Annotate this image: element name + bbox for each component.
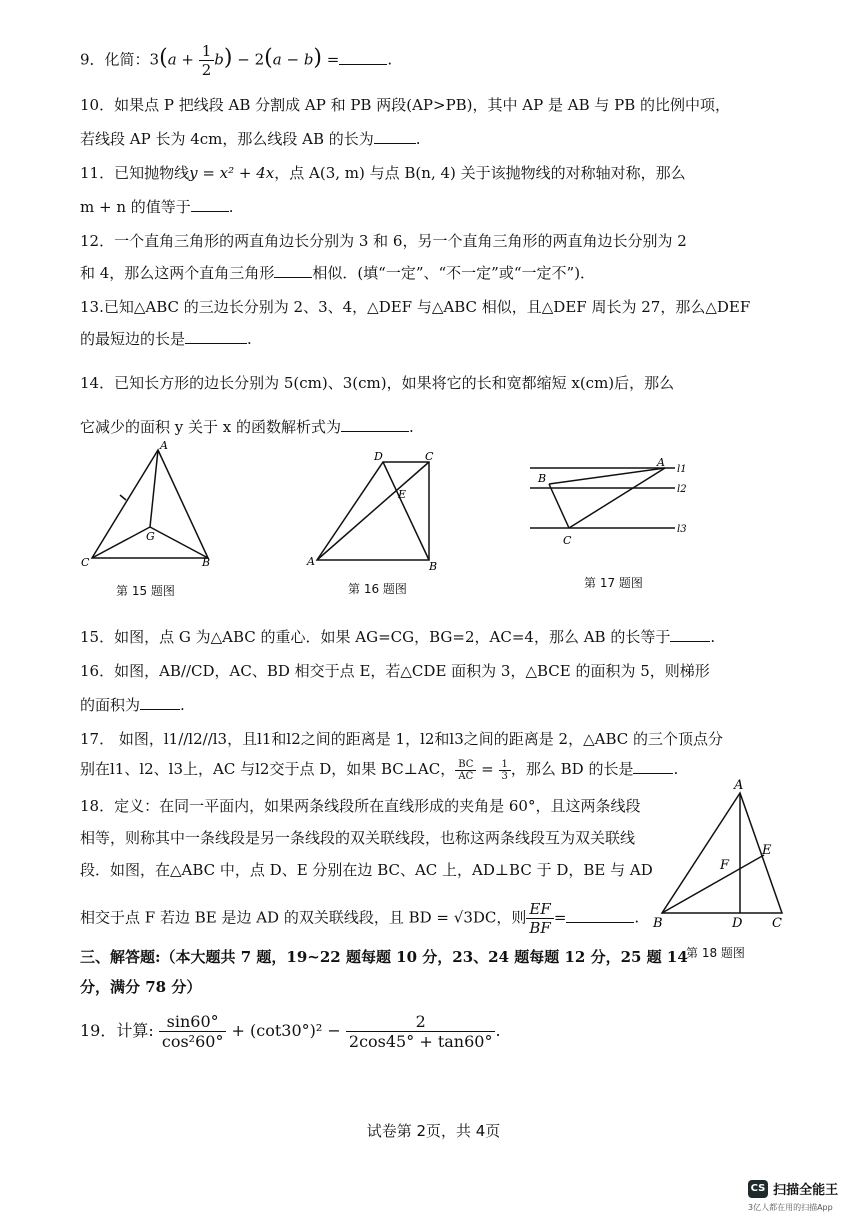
diagonal-bd bbox=[383, 462, 429, 560]
page-footer: 试卷第 2页，共 4页 bbox=[366, 1122, 501, 1140]
question-11-line-1: 11．已知抛物线y = x² + 4x，点 A(3, m) 与点 B(n, 4) 关于该抛物线的对称轴对称，那么 bbox=[80, 164, 686, 182]
answer-blank bbox=[633, 758, 673, 774]
label-a: A bbox=[734, 778, 744, 793]
label-l3: l3 bbox=[677, 524, 687, 535]
label-c: C bbox=[425, 450, 434, 463]
section-3-heading-line-1: 三、解答题:（本大题共 7 题，19~22 题每题 10 分，23、24 题每题 12 分，25 题 14 bbox=[80, 948, 688, 966]
section-3-heading-line-2: 分，满分 78 分） bbox=[80, 978, 202, 996]
label-d: D bbox=[732, 916, 743, 931]
figure-15-caption: 第 15 题图 bbox=[116, 584, 175, 598]
label-c: C bbox=[772, 916, 782, 931]
label-l1: l1 bbox=[677, 464, 687, 475]
label-e: E bbox=[762, 843, 772, 858]
label-b: B bbox=[538, 472, 547, 485]
question-18-line-3: 段．如图，在△ABC 中，点 D、E 分别在边 BC、AC 上，AD⊥BC 于 D，BE 与 AD bbox=[80, 861, 653, 879]
figure-16-caption: 第 16 题图 bbox=[348, 582, 407, 596]
label-a: A bbox=[307, 555, 315, 568]
label-b: B bbox=[653, 916, 663, 931]
answer-blank bbox=[185, 328, 247, 344]
answer-blank bbox=[191, 196, 229, 212]
question-16-line-1: 16．如图，AB//CD，AC、BD 相交于点 E，若△CDE 面积为 3，△BCE 的面积为 5，则梯形 bbox=[80, 662, 710, 680]
question-16-line-2: 的面积为 . bbox=[80, 696, 185, 714]
answer-blank bbox=[374, 128, 416, 144]
segment-ca bbox=[569, 468, 665, 528]
question-19: 19．计算: $\frac{\sin 60^\circ}{\text{cos²60°}}$ + (cot30°)² − $\frac{2}{2\cos 45^\circ + \tan 60^\circ}$ . bbox=[80, 1012, 501, 1051]
watermark-title: 扫描全能王 bbox=[773, 1183, 839, 1198]
question-14-line-1: 14．已知长方形的边长分别为 5(cm)、3(cm)，如果将它的长和宽都缩短 x(cm)后，那么 bbox=[80, 374, 675, 392]
answer-blank bbox=[140, 694, 180, 710]
figure-15 bbox=[80, 439, 220, 575]
answer-blank bbox=[670, 626, 710, 642]
segment-bc bbox=[549, 484, 569, 528]
question-11-line-2: m + n 的值等于 . bbox=[80, 198, 234, 216]
label-b: B bbox=[202, 556, 211, 569]
question-18-line-1: 18．定义：在同一平面内，如果两条线段所在直线形成的夹角是 60°，且这两条线段 bbox=[80, 797, 641, 815]
figure-16 bbox=[305, 448, 445, 573]
question-10-line-1: 10．如果点 P 把线段 AB 分割成 AP 和 PB 两段(AP>PB)，其中 AP 是 AB 与 PB 的比例中项， bbox=[80, 96, 731, 114]
label-c: C bbox=[563, 534, 572, 547]
figure-17 bbox=[525, 452, 690, 552]
label-g: G bbox=[146, 530, 155, 543]
question-18-line-2: 相等，则称其中一条线段是另一条线段的双关联线段，也称这两条线段互为双关联线 bbox=[80, 829, 636, 847]
question-9: 9．化简：3(a + $\frac{1}{2}$ b) − 2(a − b) = . bbox=[80, 42, 393, 79]
figure-17-caption: 第 17 题图 bbox=[584, 576, 643, 590]
label-a: A bbox=[160, 439, 168, 452]
figure-18 bbox=[652, 775, 792, 935]
camscanner-logo-icon: CS bbox=[748, 1180, 768, 1198]
label-l2: l2 bbox=[677, 484, 687, 495]
scanner-watermark bbox=[748, 1178, 839, 1212]
label-d: D bbox=[374, 450, 383, 463]
question-13-line-1: 13.已知△ABC 的三边长分别为 2、3、4，△DEF 与△ABC 相似，且△DEF 周长为 27，那么△DEF bbox=[80, 298, 751, 316]
label-f: F bbox=[720, 858, 730, 873]
answer-blank bbox=[566, 907, 634, 923]
question-12-line-1: 12．一个直角三角形的两直角边长分别为 3 和 6，另一个直角三角形的两直角边长分别为 2 bbox=[80, 232, 687, 250]
answer-blank bbox=[339, 49, 387, 65]
figure-18-caption: 第 18 题图 bbox=[686, 946, 745, 960]
label-b: B bbox=[429, 560, 438, 573]
label-a: A bbox=[657, 456, 665, 469]
question-17-line-2: 别在l1、l2、l3上，AC 与l2交于点 D，如果 BC⊥AC， $\frac{BC}{AC}$ = $\frac{1}{3}$ ，那么 BD 的长是 . bbox=[80, 758, 679, 782]
question-13-line-2: 的最短边的长是 . bbox=[80, 330, 252, 348]
answer-blank bbox=[341, 416, 409, 432]
answer-blank bbox=[274, 262, 312, 278]
segment-ab bbox=[549, 468, 665, 484]
label-e: E bbox=[398, 488, 407, 501]
question-12-line-2: 和 4，那么这两个直角三角形 相似．(填“一定”、“不一定”或“一定不”)． bbox=[80, 264, 596, 282]
segment-be bbox=[662, 855, 764, 913]
question-10-line-2: 若线段 AP 长为 4cm，那么线段 AB 的长为 . bbox=[80, 130, 421, 148]
question-14-line-2: 它减少的面积 y 关于 x 的函数解析式为 . bbox=[80, 418, 414, 436]
segment-bg bbox=[150, 527, 208, 558]
question-15: 15．如图，点 G 为△ABC 的重心．如果 AG=CG，BG=2，AC=4，那么 AB 的长等于 . bbox=[80, 628, 716, 646]
question-18-line-4: 相交于点 F 若边 BE 是边 AD 的双关联线段，且 BD = √3DC，则 $\frac{EF}{BF}$ = . bbox=[80, 900, 640, 937]
question-17-line-1: 17． 如图，l1//l2//l3，且l1和l2之间的距离是 1，l2和l3之间的距离是 2，△ABC 的三个顶点分 bbox=[80, 730, 723, 748]
label-c: C bbox=[81, 556, 90, 569]
watermark-subtitle: 3亿人都在用的扫描App bbox=[748, 1203, 833, 1212]
